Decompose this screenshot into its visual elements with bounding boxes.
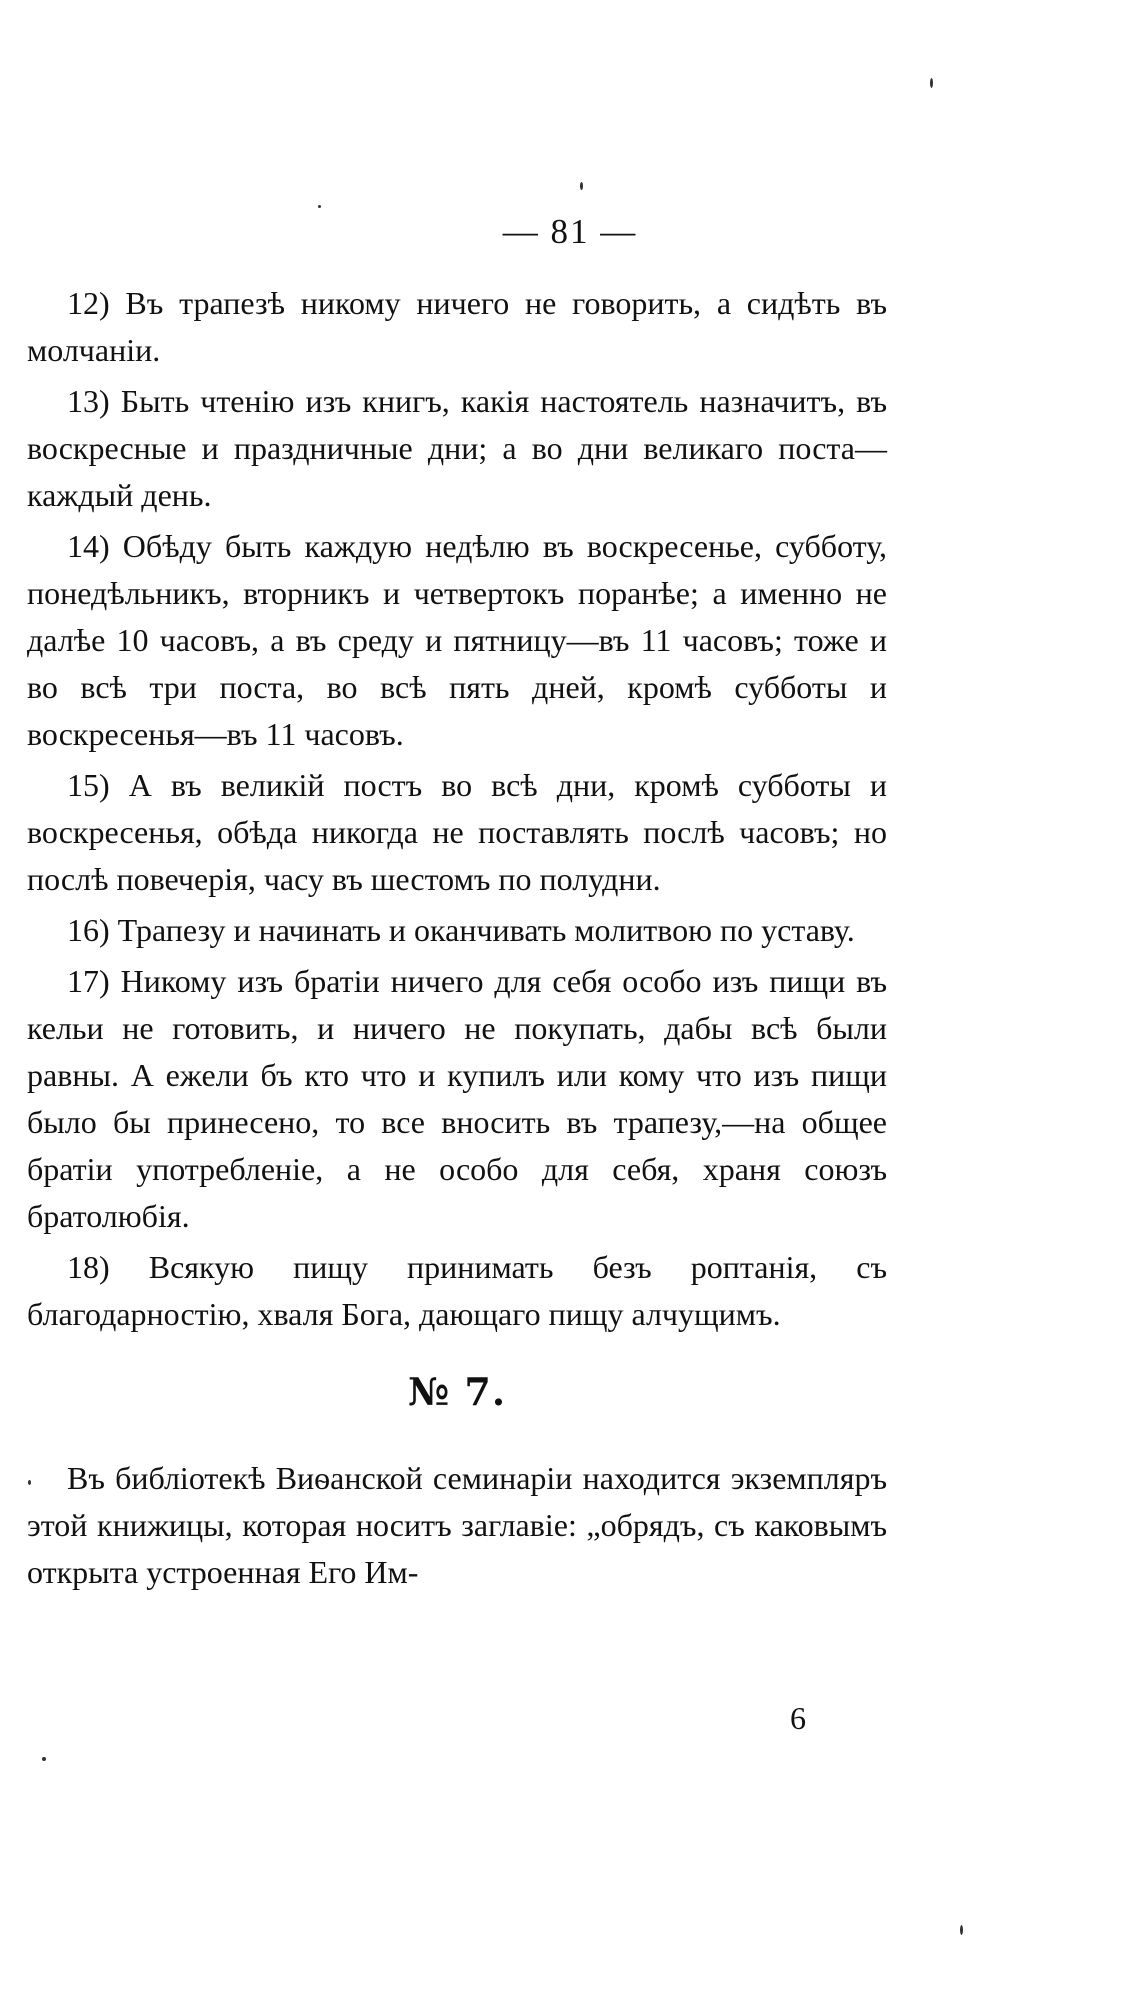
scan-speck (960, 1925, 963, 1935)
signature-mark: 6 (790, 1700, 806, 1736)
page-number: — 81 — (502, 212, 638, 251)
body-text (27, 280, 887, 1600)
section-paragraph: Въ библіотекѣ Виѳанской семинаріи находится экземпляръ этой книжицы, которая носитъ заглавіе: „обрядъ, съ каковымъ открыта устроенная Его Им- (27, 1460, 887, 1590)
paragraph-15: 15) А въ великій постъ во всѣ дни, кромѣ субботы и воскресенья, обѣда никогда не поставлять послѣ часовъ; но послѣ повечерія, часу въ шестомъ по полудни. (27, 767, 887, 897)
paragraph-13: 13) Быть чтенію изъ книгъ, какія настоятель назначитъ, въ воскресные и праздничные дни; а во дни великаго поста—каждый день. (27, 383, 887, 513)
paragraph-16: 16) Трапезу и начинать и оканчивать молитвою по уставу. (67, 912, 855, 948)
paragraph-18: 18) Всякую пищу принимать безъ роптанія, съ благодарностію, хваля Бога, дающаго пищу алчущимъ. (27, 1249, 887, 1332)
scan-speck (318, 205, 321, 208)
scan-speck (42, 1757, 46, 1761)
scan-speck (580, 182, 583, 190)
scan-speck (28, 1480, 31, 1485)
paragraph-14: 14) Обѣду быть каждую недѣлю въ воскресенье, субботу, понедѣльникъ, вторникъ и четвертокъ поранѣе; а именно не далѣе 10 часовъ, а въ среду и пятницу—въ 11 часовъ; тоже и во всѣ три поста, во всѣ пять дней, кромѣ субботы и воскресенья—въ 11 часовъ. (27, 528, 887, 752)
paragraph-17: 17) Никому изъ братіи ничего для себя особо изъ пищи въ кельи не готовить, и ничего не покупать, дабы всѣ были равны. А ежели бъ кто что и купилъ или кому что изъ пищи было бы принесено, то все вносить въ трапезу,—на общее братіи употребленіе, а не особо для себя, храня союзъ братолюбія. (27, 963, 887, 1234)
scan-speck (930, 78, 933, 88)
section-heading: № 7. (407, 1369, 507, 1414)
paragraph-12: 12) Въ трапезѣ никому ничего не говорить, а сидѣть въ молчаніи. (27, 285, 887, 368)
